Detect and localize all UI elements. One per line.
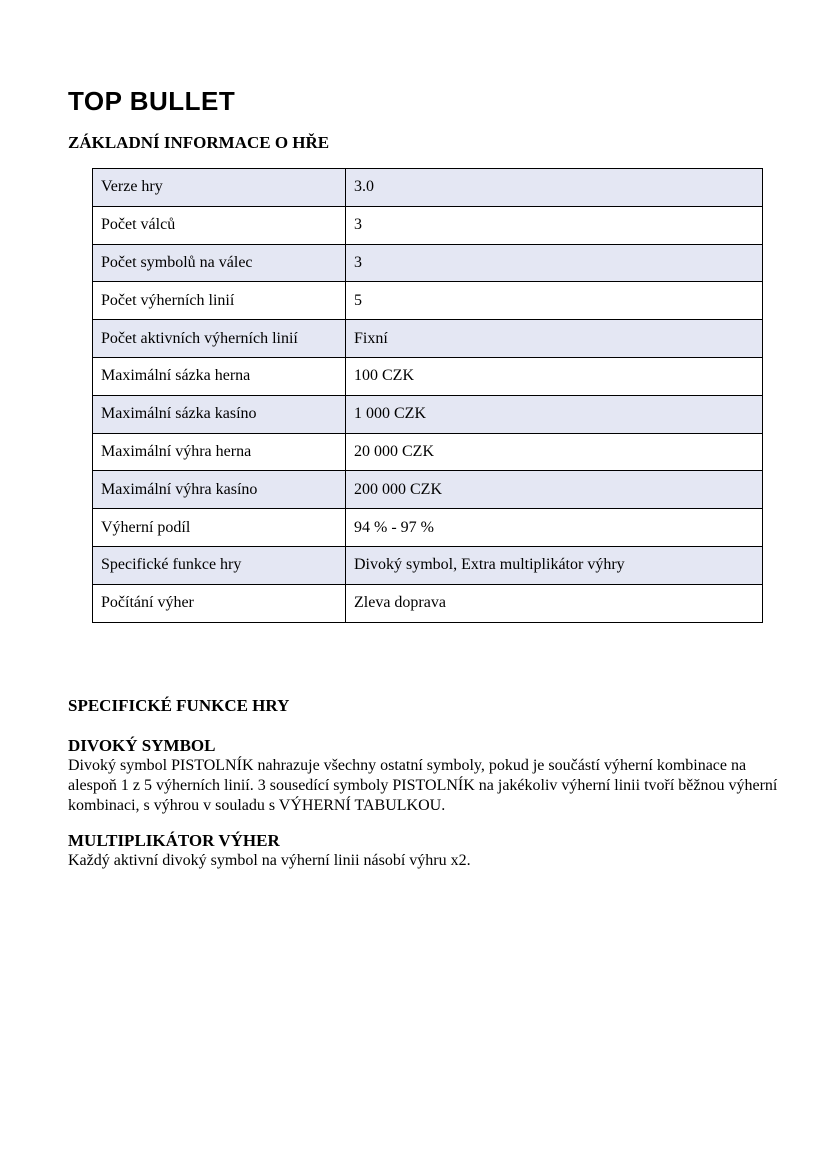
table-row-value: Fixní (346, 320, 763, 358)
table-row-value: Divoký symbol, Extra multiplikátor výhry (346, 546, 763, 584)
table-row-value: 200 000 CZK (346, 471, 763, 509)
table-row-value: 94 % - 97 % (346, 509, 763, 547)
table-row-label: Počítání výher (93, 584, 346, 622)
table-row (93, 584, 763, 622)
table-row-label: Verze hry (93, 169, 346, 207)
specific-functions-heading: SPECIFICKÉ FUNKCE HRY (68, 696, 290, 715)
table-row (93, 357, 763, 395)
table-row (93, 471, 763, 509)
table-row-label: Maximální sázka herna (93, 357, 346, 395)
specific-functions-section (68, 697, 780, 871)
table-row-label: Počet aktivních výherních linií (93, 320, 346, 358)
table-row-label: Počet výherních linií (93, 282, 346, 320)
table-row-label: Výherní podíl (93, 509, 346, 547)
table-row-value: Zleva doprava (346, 584, 763, 622)
basic-info-heading: ZÁKLADNÍ INFORMACE O HŘE (68, 133, 330, 152)
table-row-value: 1 000 CZK (346, 395, 763, 433)
table-row-label: Maximální výhra kasíno (93, 471, 346, 509)
table-row (93, 433, 763, 471)
table-row (93, 282, 763, 320)
table-row-label: Specifické funkce hry (93, 546, 346, 584)
table-row (93, 546, 763, 584)
table-row-value: 5 (346, 282, 763, 320)
table-row-label: Počet symbolů na válec (93, 244, 346, 282)
table-row-value: 100 CZK (346, 357, 763, 395)
basic-info-table (92, 168, 763, 623)
table-row-value: 20 000 CZK (346, 433, 763, 471)
page-title: TOP BULLET (68, 86, 236, 116)
wild-symbol-heading: DIVOKÝ SYMBOL (68, 736, 216, 755)
multiplier-body: Každý aktivní divoký symbol na výherní linii násobí výhru x2. (68, 852, 471, 869)
table-row-value: 3 (346, 206, 763, 244)
table-row (93, 169, 763, 207)
multiplier-heading: MULTIPLIKÁTOR VÝHER (68, 831, 280, 850)
table-row (93, 395, 763, 433)
table-row (93, 244, 763, 282)
table-row (93, 320, 763, 358)
table-row (93, 206, 763, 244)
wild-symbol-body: Divoký symbol PISTOLNÍK nahrazuje všechny ostatní symboly, pokud je součástí výherní kombinace na alespoň 1 z 5 výherních linií. 3 sousedící symboly PISTOLNÍK na jakékoliv výherní linii tvoří běžnou výherní kombinaci, s výhrou v souladu s VÝHERNÍ TABULKOU. (68, 757, 778, 814)
table-row (93, 509, 763, 547)
table-row-label: Počet válců (93, 206, 346, 244)
table-row-label: Maximální sázka kasíno (93, 395, 346, 433)
table-row-label: Maximální výhra herna (93, 433, 346, 471)
table-row-value: 3.0 (346, 169, 763, 207)
table-row-value: 3 (346, 244, 763, 282)
